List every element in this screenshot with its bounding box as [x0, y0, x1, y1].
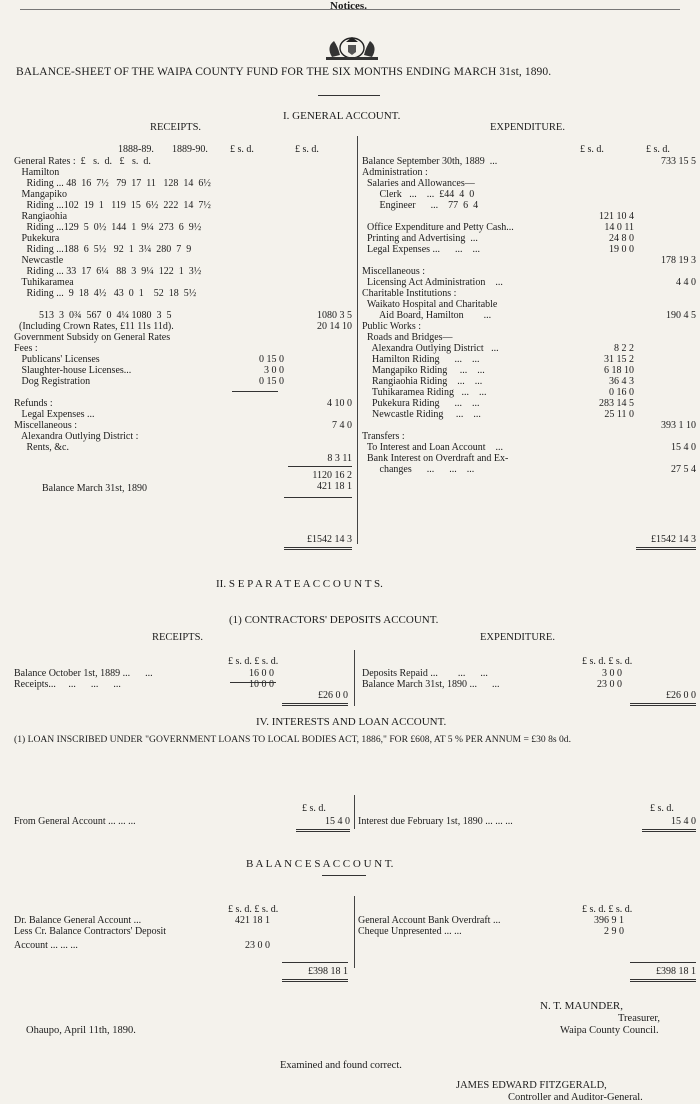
receipts-year1: 1888-89. — [118, 144, 154, 155]
auditor-role: Controller and Auditor-General. — [508, 1092, 643, 1103]
receipts-line: Government Subsidy on General Rates — [14, 332, 171, 343]
expenditure-sub-value: 0 16 0 — [609, 387, 634, 398]
dr-balance-general: Dr. Balance General Account ... — [14, 915, 142, 926]
receipts-line: Rents, &c. — [14, 442, 69, 453]
place-date: Ohaupo, April 11th, 1890. — [26, 1025, 136, 1036]
receipts-line: General Rates : £ s. d. £ s. d. — [14, 156, 151, 167]
deposit-expenditure-value: 23 0 0 — [597, 679, 622, 690]
deposit-receipt-value: 10 0 0 — [249, 679, 274, 690]
receipts-line: Riding ... 9 18 4½ 43 0 1 52 18 5½ — [14, 288, 197, 299]
expenditure-line: Engineer ... 77 6 4 — [362, 200, 479, 211]
expenditure-sub-value: 36 4 3 — [609, 376, 634, 387]
sec4-right-head: £ s. d. — [650, 803, 674, 814]
bank-overdraft-value: 396 9 1 — [594, 915, 624, 926]
deposit-expenditure-value: 3 0 0 — [602, 668, 622, 679]
receipts-subtotal: 1120 16 2 — [312, 470, 352, 481]
receipts-line: Rangiaohia — [14, 211, 68, 222]
expenditure-line: Bank Interest on Overdraft and Ex- — [362, 453, 509, 464]
balances-right-total: £398 18 1 — [656, 966, 696, 977]
expenditure-line: Office Expenditure and Petty Cash... — [362, 222, 514, 233]
expenditure-value: 4 4 0 — [676, 277, 696, 288]
receipts-grand-total: £1542 14 3 — [307, 534, 352, 545]
receipts-line: Pukekura — [14, 233, 60, 244]
receipts-line: Publicans' Licenses — [14, 354, 100, 365]
receipts-line: Mangapiko — [14, 189, 68, 200]
slaughter-value: 3 0 0 — [264, 365, 284, 376]
expenditure-line: Balance September 30th, 1889 ... — [362, 156, 498, 167]
expenditure-value: 15 4 0 — [671, 442, 696, 453]
receipts-line: Riding ... 48 16 7½ 79 17 11 128 14 6½ — [14, 178, 211, 189]
expenditure-line: Printing and Advertising ... — [362, 233, 478, 244]
receipts-line: Miscellaneous : — [14, 420, 78, 431]
expenditure-line: Charitable Institutions : — [362, 288, 457, 299]
deposit-account-label: Account ... ... ... — [14, 940, 78, 951]
dog-value: 0 15 0 — [259, 376, 284, 387]
sec2-receipts-heading: RECEIPTS. — [152, 632, 204, 643]
receipts-line: Refunds : — [14, 398, 53, 409]
balances-right-heads: £ s. d. £ s. d. — [582, 904, 633, 915]
expenditure-sub-value: 19 0 0 — [609, 244, 634, 255]
expenditure-line: changes ... ... ... — [362, 464, 475, 475]
receipts-line: Fees : — [14, 343, 38, 354]
interest-due: Interest due February 1st, 1890 ... ... ... — [358, 816, 513, 827]
interest-due-value: 15 4 0 — [671, 816, 696, 827]
expenditure-value: 27 5 4 — [671, 464, 696, 475]
receipts-line: Tuhikaramea — [14, 277, 74, 288]
treasurer-name: N. T. MAUNDER, — [540, 1000, 624, 1012]
expenditure-sub-value: 24 8 0 — [609, 233, 634, 244]
receipts-line: (Including Crown Rates, £11 11s 11d). — [14, 321, 174, 332]
expenditure-line: Newcastle Riding ... ... — [362, 409, 481, 420]
balances-left-heads: £ s. d. £ s. d. — [228, 904, 279, 915]
expenditure-sub-value: 121 10 4 — [599, 211, 634, 222]
expenditure-line: Transfers : — [362, 431, 405, 442]
general-account-heading: I. GENERAL ACCOUNT. — [283, 110, 401, 122]
expenditure-value: 393 1 10 — [661, 420, 696, 431]
sec2-left-total: £26 0 0 — [318, 690, 348, 701]
publicans-value: 0 15 0 — [259, 354, 284, 365]
deposit-account-value: 23 0 0 — [245, 940, 270, 951]
deposit-receipt-value: 16 0 0 — [249, 668, 274, 679]
receipts-line: Riding ... 33 17 6¼ 88 3 9¼ 122 1 3½ — [14, 266, 202, 277]
expenditure-line: Mangapiko Riding ... ... — [362, 365, 485, 376]
receipts-line: Hamilton — [14, 167, 60, 178]
expenditure-value: 190 4 5 — [666, 310, 696, 321]
less-cr-balance: Less Cr. Balance Contractors' Deposit — [14, 926, 167, 937]
expenditure-line: Rangiaohia Riding ... ... — [362, 376, 483, 387]
expenditure-line: Public Works : — [362, 321, 422, 332]
expenditure-value: 733 15 5 — [661, 156, 696, 167]
receipts-line: Newcastle — [14, 255, 64, 266]
expenditure-line: Tuhikaramea Riding ... ... — [362, 387, 487, 398]
balance-march-value: 421 18 1 — [317, 481, 352, 492]
balances-left-total: £398 18 1 — [308, 966, 348, 977]
deposit-receipt-line: Balance October 1st, 1889 ... ... — [14, 668, 153, 679]
expenditure-line: Salaries and Allowances— — [362, 178, 475, 189]
expenditure-col2-head: £ s. d. — [646, 144, 670, 155]
expenditure-col1-head: £ s. d. — [580, 144, 604, 155]
from-general-account: From General Account ... ... ... — [14, 816, 136, 827]
receipts-heading: RECEIPTS. — [150, 122, 202, 133]
deposit-receipt-line: Receipts... ... ... ... — [14, 679, 121, 690]
interest-loan-heading: IV. INTERESTS AND LOAN ACCOUNT. — [256, 716, 447, 728]
from-general-value: 15 4 0 — [325, 816, 350, 827]
legal-refund-value: 7 4 0 — [332, 420, 352, 431]
expenditure-line: Roads and Bridges— — [362, 332, 453, 343]
notices-header: Notices. — [330, 0, 367, 12]
examined-note: Examined and found correct. — [280, 1060, 402, 1071]
expenditure-line: Alexandra Outlying District ... — [362, 343, 499, 354]
treasurer-role: Treasurer, — [618, 1013, 661, 1024]
receipts-line: Alexandra Outlying District : — [14, 431, 139, 442]
expenditure-value: 178 19 3 — [661, 255, 696, 266]
expenditure-line: To Interest and Loan Account ... — [362, 442, 504, 453]
expenditure-line: Pukekura Riding ... ... — [362, 398, 480, 409]
expenditure-line: Aid Board, Hamilton ... — [362, 310, 492, 321]
sec4-left-head: £ s. d. — [302, 803, 326, 814]
sec2-right-heads: £ s. d. £ s. d. — [582, 656, 633, 667]
deposit-expenditure-line: Deposits Repaid ... ... ... — [362, 668, 488, 679]
receipts-year2: 1889-90. — [172, 144, 208, 155]
gov-subsidy-value: 20 14 10 — [317, 321, 352, 332]
sec2-expenditure-heading: EXPENDITURE. — [480, 632, 555, 643]
loan-inscribed-line: (1) LOAN INSCRIBED UNDER "GOVERNMENT LOANS TO LOCAL BODIES ACT, 1886," FOR £608, AT 5 % PER ANNUM = £30 8s 0d. — [14, 734, 572, 745]
receipts-line: Slaughter-house Licenses... — [14, 365, 132, 376]
receipts-line: Riding ...188 6 5½ 92 1 3¼ 280 7 9 — [14, 244, 192, 255]
crest-emblem — [312, 33, 392, 61]
sec2-left-heads: £ s. d. £ s. d. — [228, 656, 279, 667]
expenditure-line: Licensing Act Administration ... — [362, 277, 503, 288]
expenditure-line: Administration : — [362, 167, 428, 178]
receipts-line: Legal Expenses ... — [14, 409, 95, 420]
treasurer-org: Waipa County Council. — [560, 1025, 659, 1036]
receipts-col1-head: £ s. d. — [230, 144, 254, 155]
receipts-col2-head: £ s. d. — [295, 144, 319, 155]
expenditure-line: Waikato Hospital and Charitable — [362, 299, 498, 310]
auditor-name: JAMES EDWARD FITZGERALD, — [456, 1080, 607, 1091]
expenditure-sub-value: 283 14 5 — [599, 398, 634, 409]
expenditure-grand-total: £1542 14 3 — [651, 534, 696, 545]
deposit-expenditure-line: Balance March 31st, 1890 ... ... — [362, 679, 500, 690]
expenditure-line: Miscellaneous : — [362, 266, 426, 277]
rents-value: 8 3 11 — [327, 453, 352, 464]
document-title: BALANCE-SHEET OF THE WAIPA COUNTY FUND FOR THE SIX MONTHS ENDING MARCH 31st, 1890. — [16, 66, 552, 78]
expenditure-heading: EXPENDITURE. — [490, 122, 565, 133]
expenditure-sub-value: 8 2 2 — [614, 343, 634, 354]
dr-balance-value: 421 18 1 — [235, 915, 270, 926]
receipts-line: Riding ...102 19 1 119 15 6½ 222 14 7½ — [14, 200, 211, 211]
contractors-deposits-heading: (1) CONTRACTORS' DEPOSITS ACCOUNT. — [229, 614, 439, 626]
balances-heading: B A L A N C E S A C C O U N T. — [246, 858, 394, 870]
receipts-line: 513 3 0¾ 567 0 4¼ 1080 3 5 — [14, 310, 172, 321]
expenditure-line: Legal Expenses ... ... ... — [362, 244, 481, 255]
expenditure-sub-value: 14 0 11 — [604, 222, 634, 233]
receipts-line: Riding ...129 5 0½ 144 1 9¼ 273 6 9½ — [14, 222, 202, 233]
separate-accounts-heading: II. S E P A R A T E A C C O U N T S. — [216, 578, 383, 590]
cheque-unpresented-value: 2 9 0 — [604, 926, 624, 937]
fees-total-value: 4 10 0 — [327, 398, 352, 409]
expenditure-sub-value: 6 18 10 — [604, 365, 634, 376]
expenditure-sub-value: 31 15 2 — [604, 354, 634, 365]
expenditure-line: Hamilton Riding ... ... — [362, 354, 480, 365]
balance-march-label: Balance March 31st, 1890 — [42, 483, 147, 494]
bank-overdraft: General Account Bank Overdraft ... — [358, 915, 501, 926]
expenditure-line: Clerk ... ... £44 4 0 — [362, 189, 475, 200]
receipts-line: Dog Registration — [14, 376, 91, 387]
receipts-total-rates: 1080 3 5 — [317, 310, 352, 321]
expenditure-sub-value: 25 11 0 — [604, 409, 634, 420]
sec2-right-total: £26 0 0 — [666, 690, 696, 701]
cheque-unpresented: Cheque Unpresented ... ... — [358, 926, 462, 937]
